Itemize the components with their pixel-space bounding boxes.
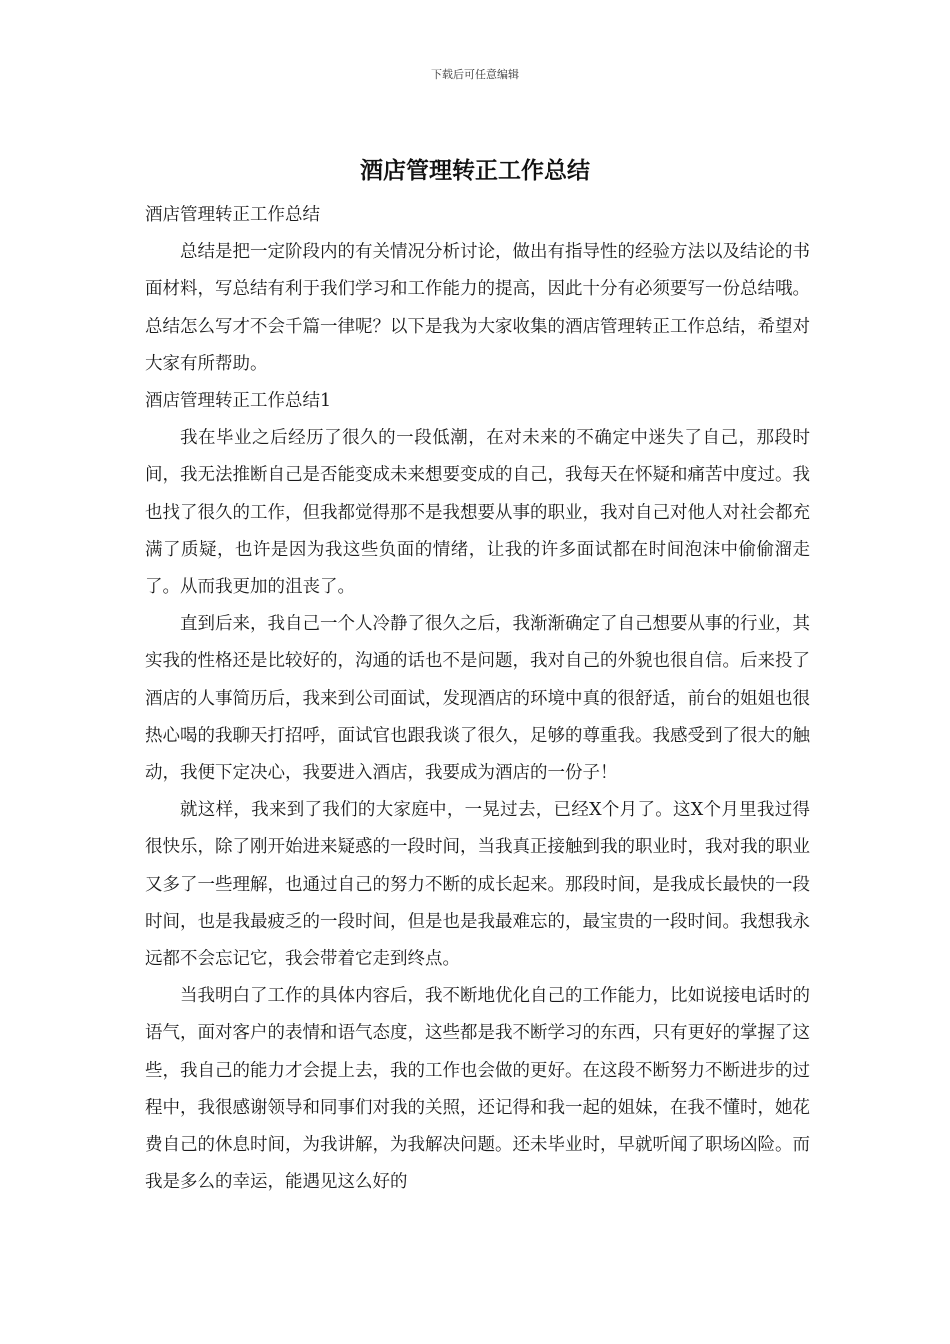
body-paragraph: 我在毕业之后经历了很久的一段低潮，在对未来的不确定中迷失了自己，那段时间，我无法推断自己是否能变成未来想要变成的自己，我每天在怀疑和痛苦中度过。我也找了很久的工作，但我都觉得那不是我想要从事的职业，我对自己对他人对社会都充满了质疑，也许是因为我这些负面的情绪，让我的许多面试都在时间泡沫中偷偷溜走了。从而我更加的沮丧了。 — [145, 428, 810, 598]
body-paragraph: 直到后来，我自己一个人冷静了很久之后，我渐渐确定了自己想要从事的行业，其实我的性格还是比较好的，沟通的话也不是问题，我对自己的外貌也很自信。后来投了酒店的人事简历后，我来到公司面试，发现酒店的环境中真的很舒适，前台的姐姐也很热心喝的我聊天打招呼，面试官也跟我谈了很久，足够的尊重我。我感受到了很大的触动，我便下定决心，我要进入酒店，我要成为酒店的一份子！ — [145, 614, 810, 784]
document-body — [145, 197, 810, 1201]
body-paragraph: 当我明白了工作的具体内容后，我不断地优化自己的工作能力，比如说接电话时的语气，面对客户的表情和语气态度，这些都是我不断学习的东西，只有更好的掌握了这些，我自己的能力才会提上去，我的工作也会做的更好。在这段不断努力不断进步的过程中，我很感谢领导和同事们对我的关照，还记得和我一起的姐妹，在我不懂时，她花费自己的休息时间，为我讲解，为我解决问题。还未毕业时，早就听闻了职场凶险。而我是多么的幸运，能遇见这么好的 — [145, 986, 810, 1193]
section-heading: 酒店管理转正工作总结1 — [145, 391, 332, 412]
header-note: 下载后可任意编辑 — [431, 68, 519, 81]
document-subtitle: 酒店管理转正工作总结 — [145, 205, 320, 225]
body-paragraph: 就这样，我来到了我们的大家庭中，一晃过去，已经X个月了。这X个月里我过得很快乐，除了刚开始进来疑惑的一段时间，当我真正接触到我的职业时，我对我的职业又多了一些理解，也通过自己的努力不断的成长起来。那段时间，是我成长最快的一段时间，也是我最疲乏的一段时间，但是也是我最难忘的，最宝贵的一段时间。我想我永远都不会忘记它，我会带着它走到终点。 — [145, 800, 810, 970]
document-title: 酒店管理转正工作总结 — [360, 157, 590, 184]
intro-paragraph: 总结是把一定阶段内的有关情况分析讨论，做出有指导性的经验方法以及结论的书面材料，写总结有利于我们学习和工作能力的提高，因此十分有必须要写一份总结哦。总结怎么写才不会千篇一律呢？以下是我为大家收集的酒店管理转正工作总结，希望对大家有所帮助。 — [145, 242, 810, 374]
